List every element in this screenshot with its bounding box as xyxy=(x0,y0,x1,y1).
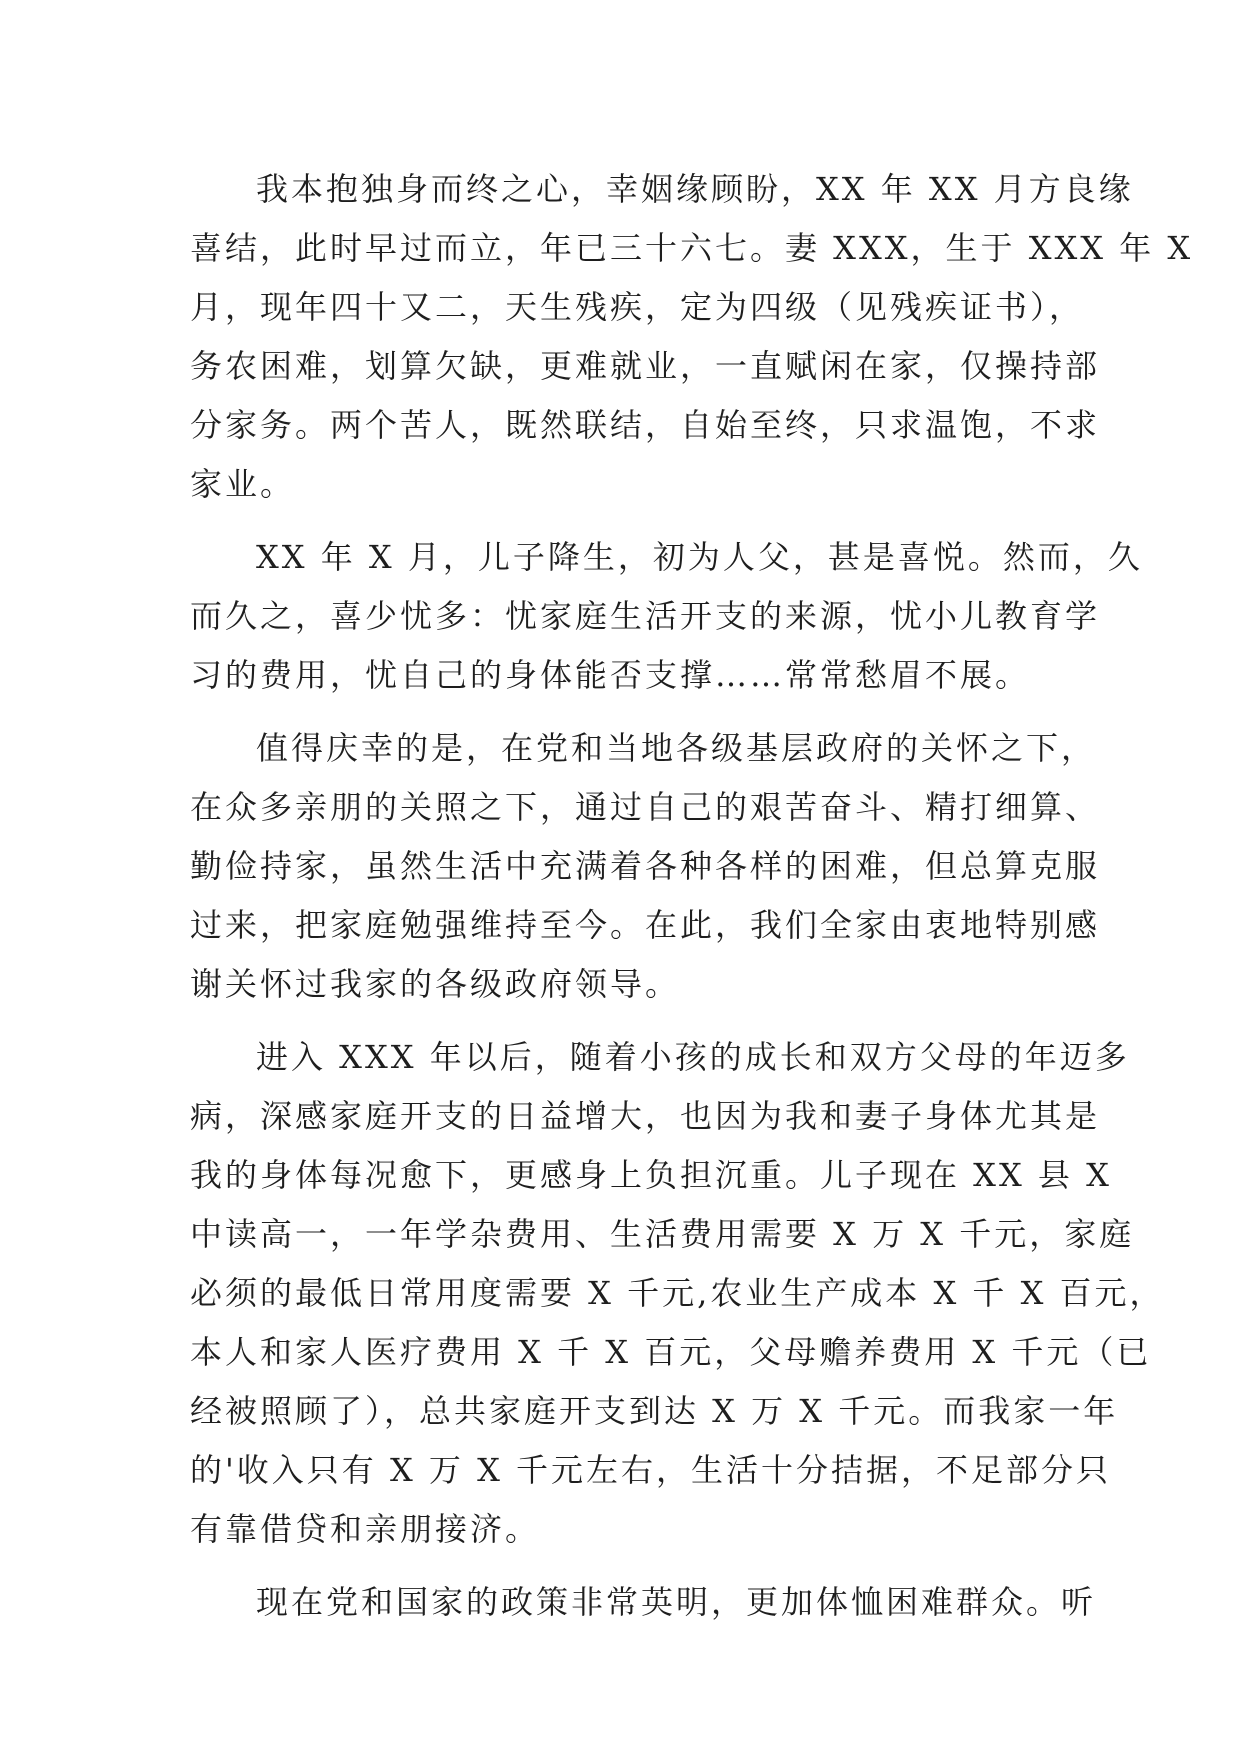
text-line: 谢关怀过我家的各级政府领导。 xyxy=(190,965,681,1003)
paragraph-gap xyxy=(190,1014,1070,1028)
text-line: 分家务。两个苦人，既然联结，自始至终，只求温饱，不求 xyxy=(190,406,1101,444)
text-line: XX 年 X 月，儿子降生，初为人父，甚是喜悦。然而，久 xyxy=(256,538,1143,576)
text-line: 病，深感家庭开支的日益增大，也因为我和妻子身体尤其是 xyxy=(190,1097,1101,1135)
text-line: 的'收入只有 X 万 X 千元左右，生活十分拮据，不足部分只 xyxy=(190,1451,1112,1489)
text-line: 月，现年四十又二，天生残疾，定为四级（见残疾证书）， xyxy=(190,288,1085,326)
text-line: 经被照顾了），总共家庭开支到达 X 万 X 千元。而我家一年 xyxy=(190,1392,1119,1430)
paragraph-gap xyxy=(190,1559,1070,1573)
text-line: 值得庆幸的是，在党和当地各级基层政府的关怀之下， xyxy=(256,729,1097,767)
text-line: 必须的最低日常用度需要 X 千元,农业生产成本 X 千 X 百元， xyxy=(190,1274,1165,1312)
text-line: 务农困难，划算欠缺，更难就业，一直赋闲在家，仅操持部 xyxy=(190,347,1101,385)
text-line: 我的身体每况愈下，更感身上负担沉重。儿子现在 XX 县 X xyxy=(190,1156,1112,1194)
paragraph-gap xyxy=(190,514,1070,528)
text-line: 现在党和国家的政策非常英明，更加体恤困难群众。听 xyxy=(256,1583,1097,1621)
text-line: 喜结，此时早过而立，年已三十六七。妻 XXX，生于 XXX 年 X xyxy=(190,229,1194,267)
text-line: 有靠借贷和亲朋接济。 xyxy=(190,1510,541,1548)
paragraph-gap xyxy=(190,705,1070,719)
text-line: 家业。 xyxy=(190,465,296,503)
text-line: 在众多亲朋的关照之下，通过自己的艰苦奋斗、精打细算、 xyxy=(190,788,1101,826)
text-line: 我本抱独身而终之心，幸姻缘顾盼，XX 年 XX 月方良缘 xyxy=(256,170,1134,208)
text-line: 勤俭持家，虽然生活中充满着各种各样的困难，但总算克服 xyxy=(190,847,1101,885)
paragraph-1 xyxy=(190,160,1194,514)
text-line: 中读高一，一年学杂费用、生活费用需要 X 万 X 千元，家庭 xyxy=(190,1215,1135,1253)
text-line: 而久之，喜少忧多：忧家庭生活开支的来源，忧小儿教育学 xyxy=(190,597,1101,635)
text-line: 本人和家人医疗费用 X 千 X 百元，父母赡养费用 X 千元（已 xyxy=(190,1333,1152,1371)
text-line: 习的费用，忧自己的身体能否支撑……常常愁眉不展。 xyxy=(190,656,1031,694)
paragraph-2 xyxy=(190,528,1143,705)
text-line: 进入 XXX 年以后，随着小孩的成长和双方父母的年迈多 xyxy=(256,1038,1130,1076)
paragraph-4 xyxy=(190,1028,1165,1559)
document-body xyxy=(190,160,1194,1632)
paragraph-3 xyxy=(190,719,1101,1014)
paragraph-5 xyxy=(190,1573,1097,1632)
text-line: 过来，把家庭勉强维持至今。在此，我们全家由衷地特别感 xyxy=(190,906,1101,944)
